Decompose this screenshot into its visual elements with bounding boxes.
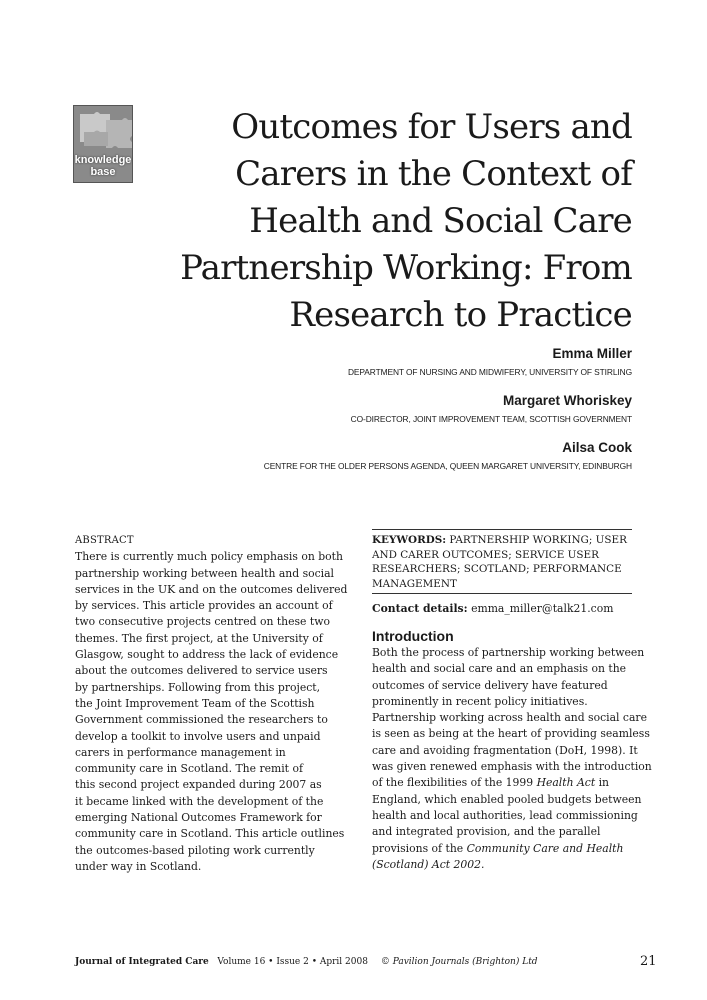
abstract-line: services in the UK and on the outcomes delivered xyxy=(75,582,348,596)
knowledge-base-logo xyxy=(73,105,133,183)
abstract-line: community care in Scotland. The remit of xyxy=(75,762,303,776)
contact-email[interactable]: emma_miller@talk21.com xyxy=(471,602,614,615)
title-line: Research to Practice xyxy=(289,295,632,335)
abstract-heading: ABSTRACT xyxy=(75,535,134,546)
title-line: Partnership Working: From xyxy=(180,248,632,288)
keywords-label: KEYWORDS: xyxy=(372,534,447,546)
abstract-line: carers in performance management in xyxy=(75,745,286,759)
right-column xyxy=(372,529,652,873)
author-block xyxy=(212,345,632,378)
abstract-line: it became linked with the development of the xyxy=(75,794,324,808)
title-line: Health and Social Care xyxy=(249,201,632,241)
author-name: Emma Miller xyxy=(552,346,632,361)
paragraph-line: and integrated provision, and the parallel xyxy=(372,825,601,839)
paragraph-line: was given renewed emphasis with the introduction xyxy=(372,760,652,774)
abstract-section xyxy=(75,533,348,875)
contact-label: Contact details: xyxy=(372,602,468,615)
paragraph-line: Both the process of partnership working between xyxy=(372,646,645,659)
journal-issue: Volume 16 • Issue 2 • April 2008 xyxy=(217,957,368,967)
title-line: Outcomes for Users and xyxy=(231,107,632,147)
keywords-box xyxy=(372,529,632,594)
paragraph-line: is seen as being at the heart of providing seamless xyxy=(372,727,650,741)
abstract-line: Glasgow, sought to address the lack of evidence xyxy=(75,648,339,662)
line-part: provisions of the xyxy=(372,841,467,855)
abstract-line: develop a toolkit to involve users and unpaid xyxy=(75,729,321,743)
abstract-line: There is currently much policy emphasis on both xyxy=(75,550,343,564)
abstract-line: Government commissioned the researchers to xyxy=(75,713,328,727)
abstract-line: this second project expanded during 2007 as xyxy=(75,778,322,792)
abstract-line: the Joint Improvement Team of the Scottish xyxy=(75,696,315,710)
logo-text-line2: base xyxy=(90,166,116,178)
paragraph-line: outcomes of service delivery have featured xyxy=(372,678,608,692)
title-line: Carers in the Context of xyxy=(235,154,632,194)
author-name: Margaret Whoriskey xyxy=(502,393,632,408)
paragraph-line: care and avoiding fragmentation (DoH, 1998). It xyxy=(372,743,638,757)
paragraph-line: Partnership working across health and social care xyxy=(372,711,647,725)
keywords-text: PARTNERSHIP WORKING; USER AND CARER OUTCOMES; SERVICE USER RESEARCHERS; SCOTLAND; PERFORMANCE MANAGEMENT xyxy=(372,534,627,590)
abstract-line: under way in Scotland. xyxy=(75,859,202,873)
copyright: © Pavilion Journals (Brighton) Ltd xyxy=(380,957,538,967)
page-footer xyxy=(75,957,660,967)
abstract-line: emerging National Outcomes Framework for xyxy=(75,811,322,825)
paragraph-line: health and local authorities, lead commissioning xyxy=(372,808,638,822)
author-affiliation: DEPARTMENT OF NURSING AND MIDWIFERY, UNIVERSITY OF STIRLING xyxy=(347,367,632,377)
author-block xyxy=(212,392,632,425)
introduction-paragraph xyxy=(372,645,652,873)
author-affiliation: CO-DIRECTOR, JOINT IMPROVEMENT TEAM, SCOTTISH GOVERNMENT xyxy=(350,414,632,424)
paragraph-line: prominently in recent policy initiatives. xyxy=(372,694,588,708)
abstract-line: two consecutive projects centred on these two xyxy=(75,615,330,629)
introduction-heading: Introduction xyxy=(372,628,454,644)
article-title xyxy=(162,104,632,339)
line-part: of the flexibilities of the 1999 xyxy=(372,776,537,790)
author-affiliation: CENTRE FOR THE OLDER PERSONS AGENDA, QUEEN MARGARET UNIVERSITY, EDINBURGH xyxy=(263,461,632,471)
act-name-italic: (Scotland) Act 2002. xyxy=(372,857,485,871)
act-name-italic: Community Care and Health xyxy=(466,841,624,855)
logo-text-line1: knowledge xyxy=(74,154,132,166)
author-block xyxy=(212,439,632,472)
journal-name: Journal of Integrated Care xyxy=(75,957,209,967)
abstract-line: themes. The first project, at the University of xyxy=(75,631,323,645)
abstract-line: by partnerships. Following from this project, xyxy=(75,680,321,694)
line-part: in xyxy=(595,776,610,790)
paragraph-line xyxy=(372,775,632,791)
paragraph-line xyxy=(372,841,632,857)
abstract-line: about the outcomes delivered to service users xyxy=(75,664,328,678)
abstract-body xyxy=(75,549,348,875)
author-name: Ailsa Cook xyxy=(562,440,632,455)
page-number: 21 xyxy=(640,954,657,969)
contact-details xyxy=(372,601,632,617)
act-name-italic: Health Act xyxy=(536,776,596,790)
abstract-line: partnership working between health and social xyxy=(75,566,335,580)
abstract-line: the outcomes-based piloting work currently xyxy=(75,843,315,857)
paragraph-line: health and social care and an emphasis on the xyxy=(372,662,627,676)
paragraph-line xyxy=(372,857,632,873)
abstract-line: community care in Scotland. This article outlines xyxy=(75,827,345,841)
paragraph-line: England, which enabled pooled budgets between xyxy=(372,792,642,806)
abstract-line: by services. This article provides an account of xyxy=(75,599,333,613)
